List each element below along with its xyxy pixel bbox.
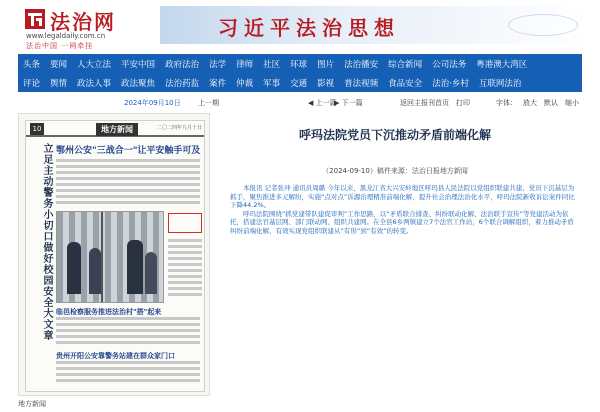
logo-slogan: 法治中国 一网牵挂 [26, 42, 94, 50]
photo-figure [67, 242, 81, 294]
issue-toolbar [18, 96, 582, 110]
nav-item[interactable]: 政法聚焦 [121, 78, 156, 89]
font-size-label: 字体： [496, 99, 517, 107]
page-header [26, 121, 205, 137]
nav-item[interactable]: 法治·乡村 [432, 78, 469, 89]
text-line [168, 275, 202, 278]
logo-text: 法治网 [50, 10, 116, 34]
text-line [56, 183, 200, 186]
text-line [56, 165, 200, 168]
nav-row-1 [18, 54, 582, 73]
logo-mark-icon [24, 8, 46, 30]
page-name: 地方新闻 [96, 123, 138, 136]
headline-2[interactable]: 临邑检察服务推进法治村"搭"起来 [56, 308, 162, 316]
print-link[interactable]: 打印 [456, 99, 470, 107]
text-line [168, 269, 202, 272]
nav-item[interactable]: 头条 [23, 59, 41, 70]
main-nav [18, 54, 582, 92]
nav-item[interactable]: 影视 [317, 78, 335, 89]
nav-item[interactable]: 综合新闻 [388, 59, 423, 70]
logo-url: www.legaldaily.com.cn [26, 32, 106, 40]
banner[interactable] [160, 6, 590, 44]
issue-date: 2024年09月10日 [124, 99, 181, 107]
next-article-link[interactable]: ▶ 下一篇 [334, 99, 363, 107]
photo-figure [127, 240, 143, 294]
prev-issue-link[interactable]: 上一期 [198, 99, 219, 107]
article-paragraph: 本报讯 记者张冲 通讯员周璐 今年以来，黑龙江省大兴安岭地区呼玛县人民法院以党组织联建共建、党员下沉基层为抓手，聚焦推进多元解纷，实施“点对点”诉源治理精准前端化解，提升社会治理法治化水平，呼玛法院新收诉讼案件同比下降44.2%。 [230, 184, 575, 209]
nav-item[interactable]: 法治播安 [344, 59, 379, 70]
nav-item[interactable]: 图片 [317, 59, 335, 70]
text-line [56, 329, 200, 332]
text-line [56, 195, 200, 198]
prev-article-link[interactable]: ◀ 上一篇 [308, 99, 337, 107]
nav-item[interactable]: 评论 [23, 78, 41, 89]
nav-item[interactable]: 军事 [263, 78, 281, 89]
nav-item[interactable]: 环球 [290, 59, 308, 70]
page-thumbnail-panel [18, 113, 210, 396]
text-line [168, 293, 202, 296]
site-logo[interactable] [24, 6, 144, 50]
banner-title: 习近平法治思想 [218, 16, 400, 40]
site-header [0, 0, 600, 50]
photo-figure [89, 248, 101, 294]
text-line [168, 281, 202, 284]
photo-figure [145, 252, 157, 294]
nav-item[interactable]: 仲裁 [236, 78, 254, 89]
nav-item[interactable]: 公司法务 [432, 59, 467, 70]
text-line [56, 171, 200, 174]
nav-item[interactable]: 人大立法 [77, 59, 112, 70]
text-line [56, 201, 200, 204]
nav-item[interactable]: 粤港澳大湾区 [476, 59, 528, 70]
text-line [168, 251, 202, 254]
vertical-headline[interactable]: 立足主动警务小切口做好校园安全大文章 [41, 143, 52, 341]
nav-item[interactable]: 要闻 [50, 59, 68, 70]
text-line [168, 239, 202, 242]
article-paragraph: 呼玛法院围绕“抓党建带队建促审判”工作思路，以“矛盾联合排查、纠纷联动化解、法治联手宣传”等党建活动为依托，搭建法官基层网、部门联动网、组织共建网。在全县6乡两镇建立7个法官工作站，6个联合调解组织，着力推动矛盾纠纷前端化解、有效实现党组织联建从“有形”到“有效”的转变。 [230, 209, 574, 235]
text-line [168, 257, 202, 260]
text-line [56, 361, 200, 364]
nav-item[interactable]: 食品安全 [388, 78, 423, 89]
nav-item[interactable]: 政法人事 [77, 78, 112, 89]
current-article-highlight[interactable] [168, 213, 202, 233]
newspaper-page[interactable] [25, 120, 205, 392]
nav-item[interactable]: 普法视频 [344, 78, 379, 89]
headline-3[interactable]: 贵州开阳公安靠警务站建在群众家门口 [56, 352, 175, 360]
text-line [56, 367, 200, 370]
text-line [56, 373, 200, 376]
nav-item[interactable]: 律师 [236, 59, 254, 70]
text-line [56, 323, 200, 326]
article-title: 呼玛法院党员下沉推动矛盾前端化解 [298, 128, 491, 142]
text-line [168, 263, 202, 266]
nav-row-2 [18, 73, 582, 92]
font-default-link[interactable]: 默认 [544, 99, 558, 107]
nav-item[interactable]: 交通 [290, 78, 308, 89]
text-line [56, 189, 200, 192]
headline-1[interactable]: 鄂州公安"三战合一"让平安触手可及 [56, 146, 201, 156]
nav-item[interactable]: 法学 [209, 59, 227, 70]
text-line [168, 245, 202, 248]
nav-item[interactable]: 舆情 [50, 78, 68, 89]
nav-item[interactable]: 平安中国 [121, 59, 156, 70]
article-body [230, 184, 576, 235]
font-large-link[interactable]: 放大 [523, 99, 537, 107]
page-date: 二〇二四年九月十日 [156, 125, 202, 131]
text-line [56, 317, 200, 320]
page-number: 10 [30, 123, 44, 135]
text-line [56, 341, 200, 344]
nav-item[interactable]: 法治药监 [165, 78, 200, 89]
back-home-link[interactable]: 返回主报刊首页 [400, 99, 449, 107]
nav-item[interactable]: 互联网法治 [478, 78, 522, 89]
text-line [56, 159, 200, 162]
text-line [56, 335, 200, 338]
text-line [56, 379, 200, 382]
nav-item[interactable]: 案件 [209, 78, 227, 89]
nav-item[interactable]: 社区 [263, 59, 281, 70]
font-small-link[interactable]: 缩小 [565, 99, 579, 107]
text-line [56, 177, 200, 180]
page-caption[interactable]: 地方新闻 [18, 400, 46, 408]
article-meta: （2024-09-10）稿件来源：法治日报地方新闻 [322, 167, 468, 175]
news-photo[interactable] [56, 211, 164, 303]
nav-item[interactable]: 政府法治 [165, 59, 200, 70]
banner-decoration [508, 14, 578, 36]
text-line [168, 287, 202, 290]
